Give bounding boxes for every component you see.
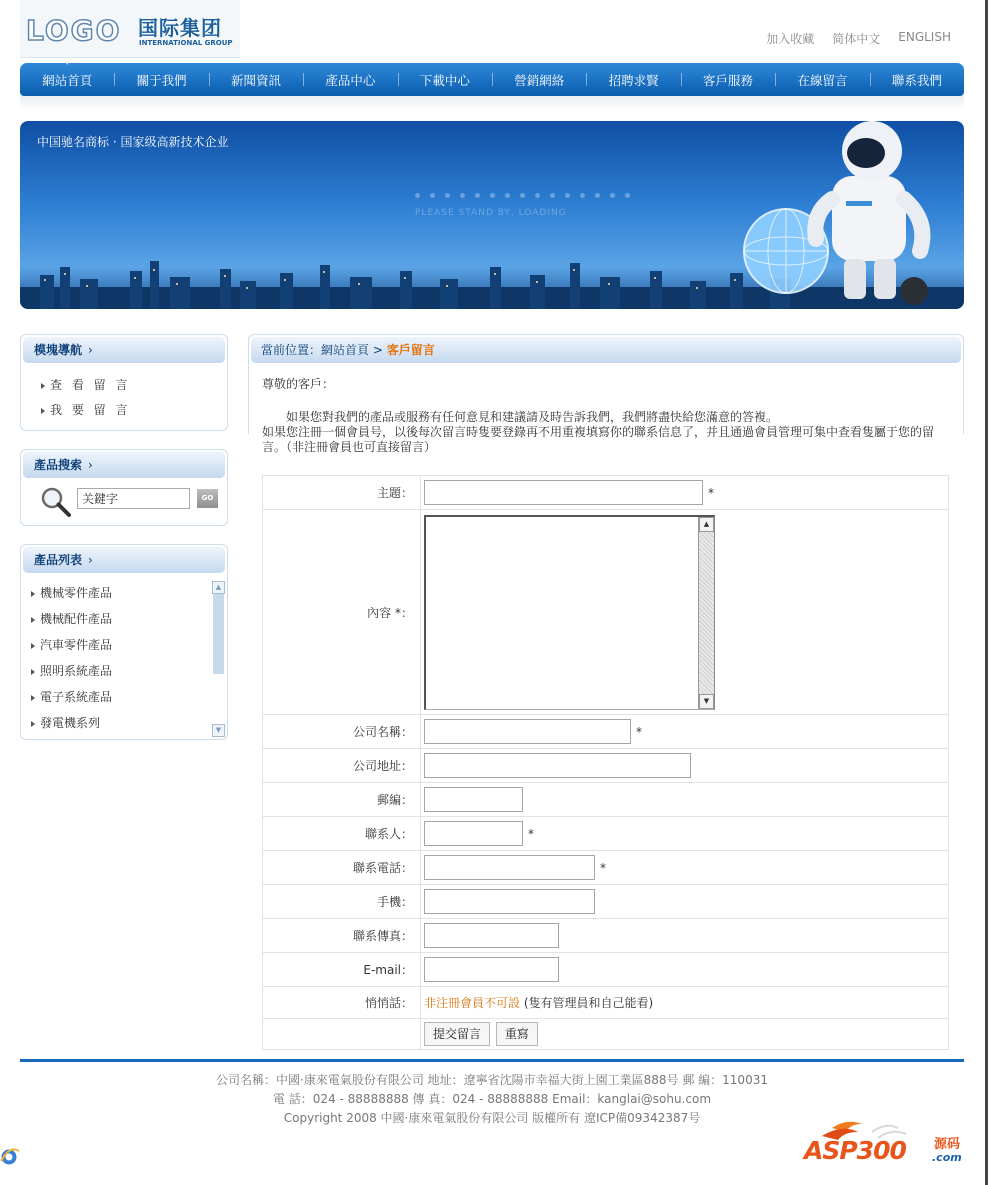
content-label: 內容 *：	[263, 510, 421, 715]
logo-cn-text: 国际集团	[138, 16, 222, 40]
module-nav-list	[21, 365, 227, 423]
bullet-icon	[41, 408, 45, 414]
search-row	[21, 480, 227, 524]
product-category-label: 機械配件產品	[40, 612, 113, 626]
logo-en-text: INTERNATIONAL GROUP	[139, 39, 233, 47]
product-list-title: 產品列表	[34, 553, 83, 567]
required-star: *	[708, 485, 714, 500]
nav-shadow	[20, 96, 964, 110]
mobile-input[interactable]	[424, 889, 595, 914]
nav-downloads[interactable]: 下載中心	[398, 71, 492, 89]
product-list	[21, 575, 227, 735]
company-input[interactable]	[424, 719, 631, 744]
active-caret-icon: ▼	[64, 57, 70, 66]
scroll-thumb[interactable]	[213, 594, 224, 674]
search-go-button[interactable]: GO	[197, 489, 218, 508]
form-row-contact	[263, 817, 949, 851]
form-row-email	[263, 953, 949, 987]
form-row-mobile	[263, 885, 949, 919]
bullet-icon	[31, 695, 35, 701]
bullet-icon	[31, 617, 35, 623]
breadcrumb-current: 客戶留言	[386, 343, 435, 357]
nav-contact[interactable]: 聯系我們	[870, 71, 964, 89]
subject-input[interactable]	[424, 480, 703, 505]
product-category-label: 機械零件產品	[40, 586, 113, 600]
private-note-text: (隻有管理員和自己能看)	[523, 996, 654, 1010]
product-category-item[interactable]	[21, 632, 227, 658]
nav-online-message[interactable]: 在線留言	[775, 71, 869, 89]
form-row-actions	[263, 1019, 949, 1050]
zip-input[interactable]	[424, 787, 523, 812]
add-favorite-link[interactable]: 加入收藏	[766, 32, 815, 46]
form-row-content	[263, 510, 949, 715]
form-row-subject	[263, 476, 949, 510]
nav-recruitment[interactable]: 招聘求賢	[586, 71, 680, 89]
email-input[interactable]	[424, 957, 559, 982]
breadcrumb	[251, 337, 961, 363]
product-category-label: 汽車零件產品	[40, 638, 113, 652]
submit-message-button[interactable]: 提交留言	[424, 1022, 490, 1046]
product-list-scrollbar[interactable]	[212, 581, 225, 737]
address-label: 公司地址：	[263, 749, 421, 783]
chevron-right-icon: ›	[88, 553, 93, 567]
product-category-item[interactable]	[21, 710, 227, 736]
badge-main-text: ASP300	[804, 1136, 906, 1165]
nav-news[interactable]: 新聞資訊	[209, 71, 303, 89]
greeting-text: 尊敬的客戶：	[262, 377, 335, 391]
hero-banner	[20, 121, 964, 309]
actions-empty-cell	[263, 1019, 421, 1050]
footer-contact-line: 電 話：024 - 88888888 傳 真：024 - 88888888 Email：kanglai@sohu.com	[272, 1092, 712, 1106]
nav-about[interactable]: 關于我們	[114, 71, 208, 89]
bullet-icon	[41, 383, 45, 389]
subject-label: 主題：	[263, 476, 421, 510]
required-star: *	[528, 826, 534, 841]
banner-tagline: 中国驰名商标 · 国家级高新技术企业	[37, 135, 229, 149]
view-messages-label: 查 看 留 言	[50, 378, 131, 392]
robot-globe-image	[724, 121, 954, 309]
footer-copyright-line: Copyright 2008 中國·康來電氣股份有限公司 版權所有 遼ICP備09342387号	[283, 1111, 701, 1125]
logo-latin-text: LOGO	[26, 14, 122, 47]
bullet-icon	[31, 643, 35, 649]
product-category-label: 照明系統產品	[40, 664, 113, 678]
content-textarea[interactable]	[424, 515, 715, 710]
zip-label: 郵編：	[263, 783, 421, 817]
magnifier-icon	[39, 486, 73, 518]
required-star: *	[636, 724, 642, 739]
message-form	[262, 475, 949, 1050]
footer-rule	[20, 1059, 964, 1062]
ie-logo-icon[interactable]	[0, 1143, 20, 1171]
form-row-fax	[263, 919, 949, 953]
reset-button[interactable]: 重寫	[496, 1022, 538, 1046]
private-label: 悄悄話：	[263, 987, 421, 1019]
contact-label: 聯系人：	[263, 817, 421, 851]
nav-customer-service[interactable]: 客戶服務	[681, 71, 775, 89]
fax-input[interactable]	[424, 923, 559, 948]
product-category-item[interactable]	[21, 658, 227, 684]
contact-input[interactable]	[424, 821, 523, 846]
form-row-private	[263, 987, 949, 1019]
scroll-up-icon[interactable]: ▲	[212, 581, 225, 594]
company-label: 公司名稱：	[263, 715, 421, 749]
bullet-icon	[31, 591, 35, 597]
bullet-icon	[31, 669, 35, 675]
form-row-company	[263, 715, 949, 749]
asp300-badge[interactable]	[802, 1118, 967, 1170]
form-row-address	[263, 749, 949, 783]
badge-cn-text: 源码	[934, 1137, 961, 1152]
scroll-down-icon[interactable]: ▼	[212, 724, 225, 737]
keyword-input[interactable]	[77, 488, 190, 509]
english-link[interactable]: ENGLISH	[898, 30, 951, 44]
module-nav-title: 模塊導航	[34, 343, 83, 357]
bullet-icon	[31, 721, 35, 727]
email-label: E-mail：	[263, 953, 421, 987]
phone-input[interactable]	[424, 855, 595, 880]
address-input[interactable]	[424, 753, 691, 778]
product-category-item[interactable]	[21, 580, 227, 606]
top-links	[766, 30, 951, 47]
site-logo[interactable]	[20, 0, 240, 58]
loading-dots	[415, 193, 630, 198]
leave-message-link[interactable]	[21, 398, 227, 423]
required-star: *	[600, 860, 606, 875]
form-row-phone	[263, 851, 949, 885]
nav-sales-network[interactable]: 營銷網絡	[492, 71, 586, 89]
scroll-down-icon[interactable]: ▼	[699, 694, 714, 709]
product-search-box	[20, 449, 228, 526]
main-nav	[20, 57, 964, 96]
window-edge	[985, 0, 988, 1185]
loading-text: PLEASE STAND BY, LOADING	[415, 208, 567, 218]
fax-label: 聯系傳真：	[263, 919, 421, 953]
textarea-scrollbar[interactable]	[698, 517, 714, 709]
product-category-item[interactable]	[21, 606, 227, 632]
product-category-label: 電子系統產品	[40, 690, 113, 704]
product-category-label: 發電機系列	[40, 716, 101, 730]
chevron-right-icon: ›	[88, 343, 93, 357]
view-messages-link[interactable]	[21, 373, 227, 398]
scroll-up-icon[interactable]: ▲	[699, 517, 714, 532]
module-nav-header	[23, 337, 225, 363]
nav-products[interactable]: 產品中心	[303, 71, 397, 89]
badge-com-text: .com	[932, 1151, 962, 1164]
intro-text	[262, 410, 952, 455]
footer-company-line: 公司名稱：中國·康來電氣股份有限公司 地址：遼寧省沈陽市幸福大街上園工業區888号 郵 編：110031	[216, 1073, 768, 1087]
form-row-zip	[263, 783, 949, 817]
nav-home[interactable]	[20, 57, 114, 89]
private-status-text: 非注冊會員不可設	[424, 996, 521, 1010]
breadcrumb-prefix: 當前位置：網站首頁 >	[261, 343, 383, 357]
product-search-header	[23, 452, 225, 478]
module-nav-box	[20, 334, 228, 431]
product-search-title: 產品搜索	[34, 458, 83, 472]
chevron-right-icon: ›	[88, 458, 93, 472]
product-category-item[interactable]	[21, 684, 227, 710]
simplified-chinese-link[interactable]: 简体中文	[832, 32, 881, 46]
intro-paragraph-1: 如果您對我們的產品或服務有任何意見和建議請及時告訴我們，我們將盡快給您滿意的答複。	[286, 410, 779, 424]
leave-message-label: 我 要 留 言	[50, 403, 131, 417]
mobile-label: 手機：	[263, 885, 421, 919]
nav-home-label: 網站首頁	[42, 72, 93, 88]
product-list-header	[23, 547, 225, 573]
product-list-box	[20, 544, 228, 740]
phone-label: 聯系電話：	[263, 851, 421, 885]
intro-paragraph-2: 如果您注冊一個會員号，以後每次留言時隻要登錄再不用重複填寫你的聯系信息了，并且通過會員管理可集中查看隻屬于您的留言。（非注冊會員也可直接留言）	[262, 425, 935, 454]
